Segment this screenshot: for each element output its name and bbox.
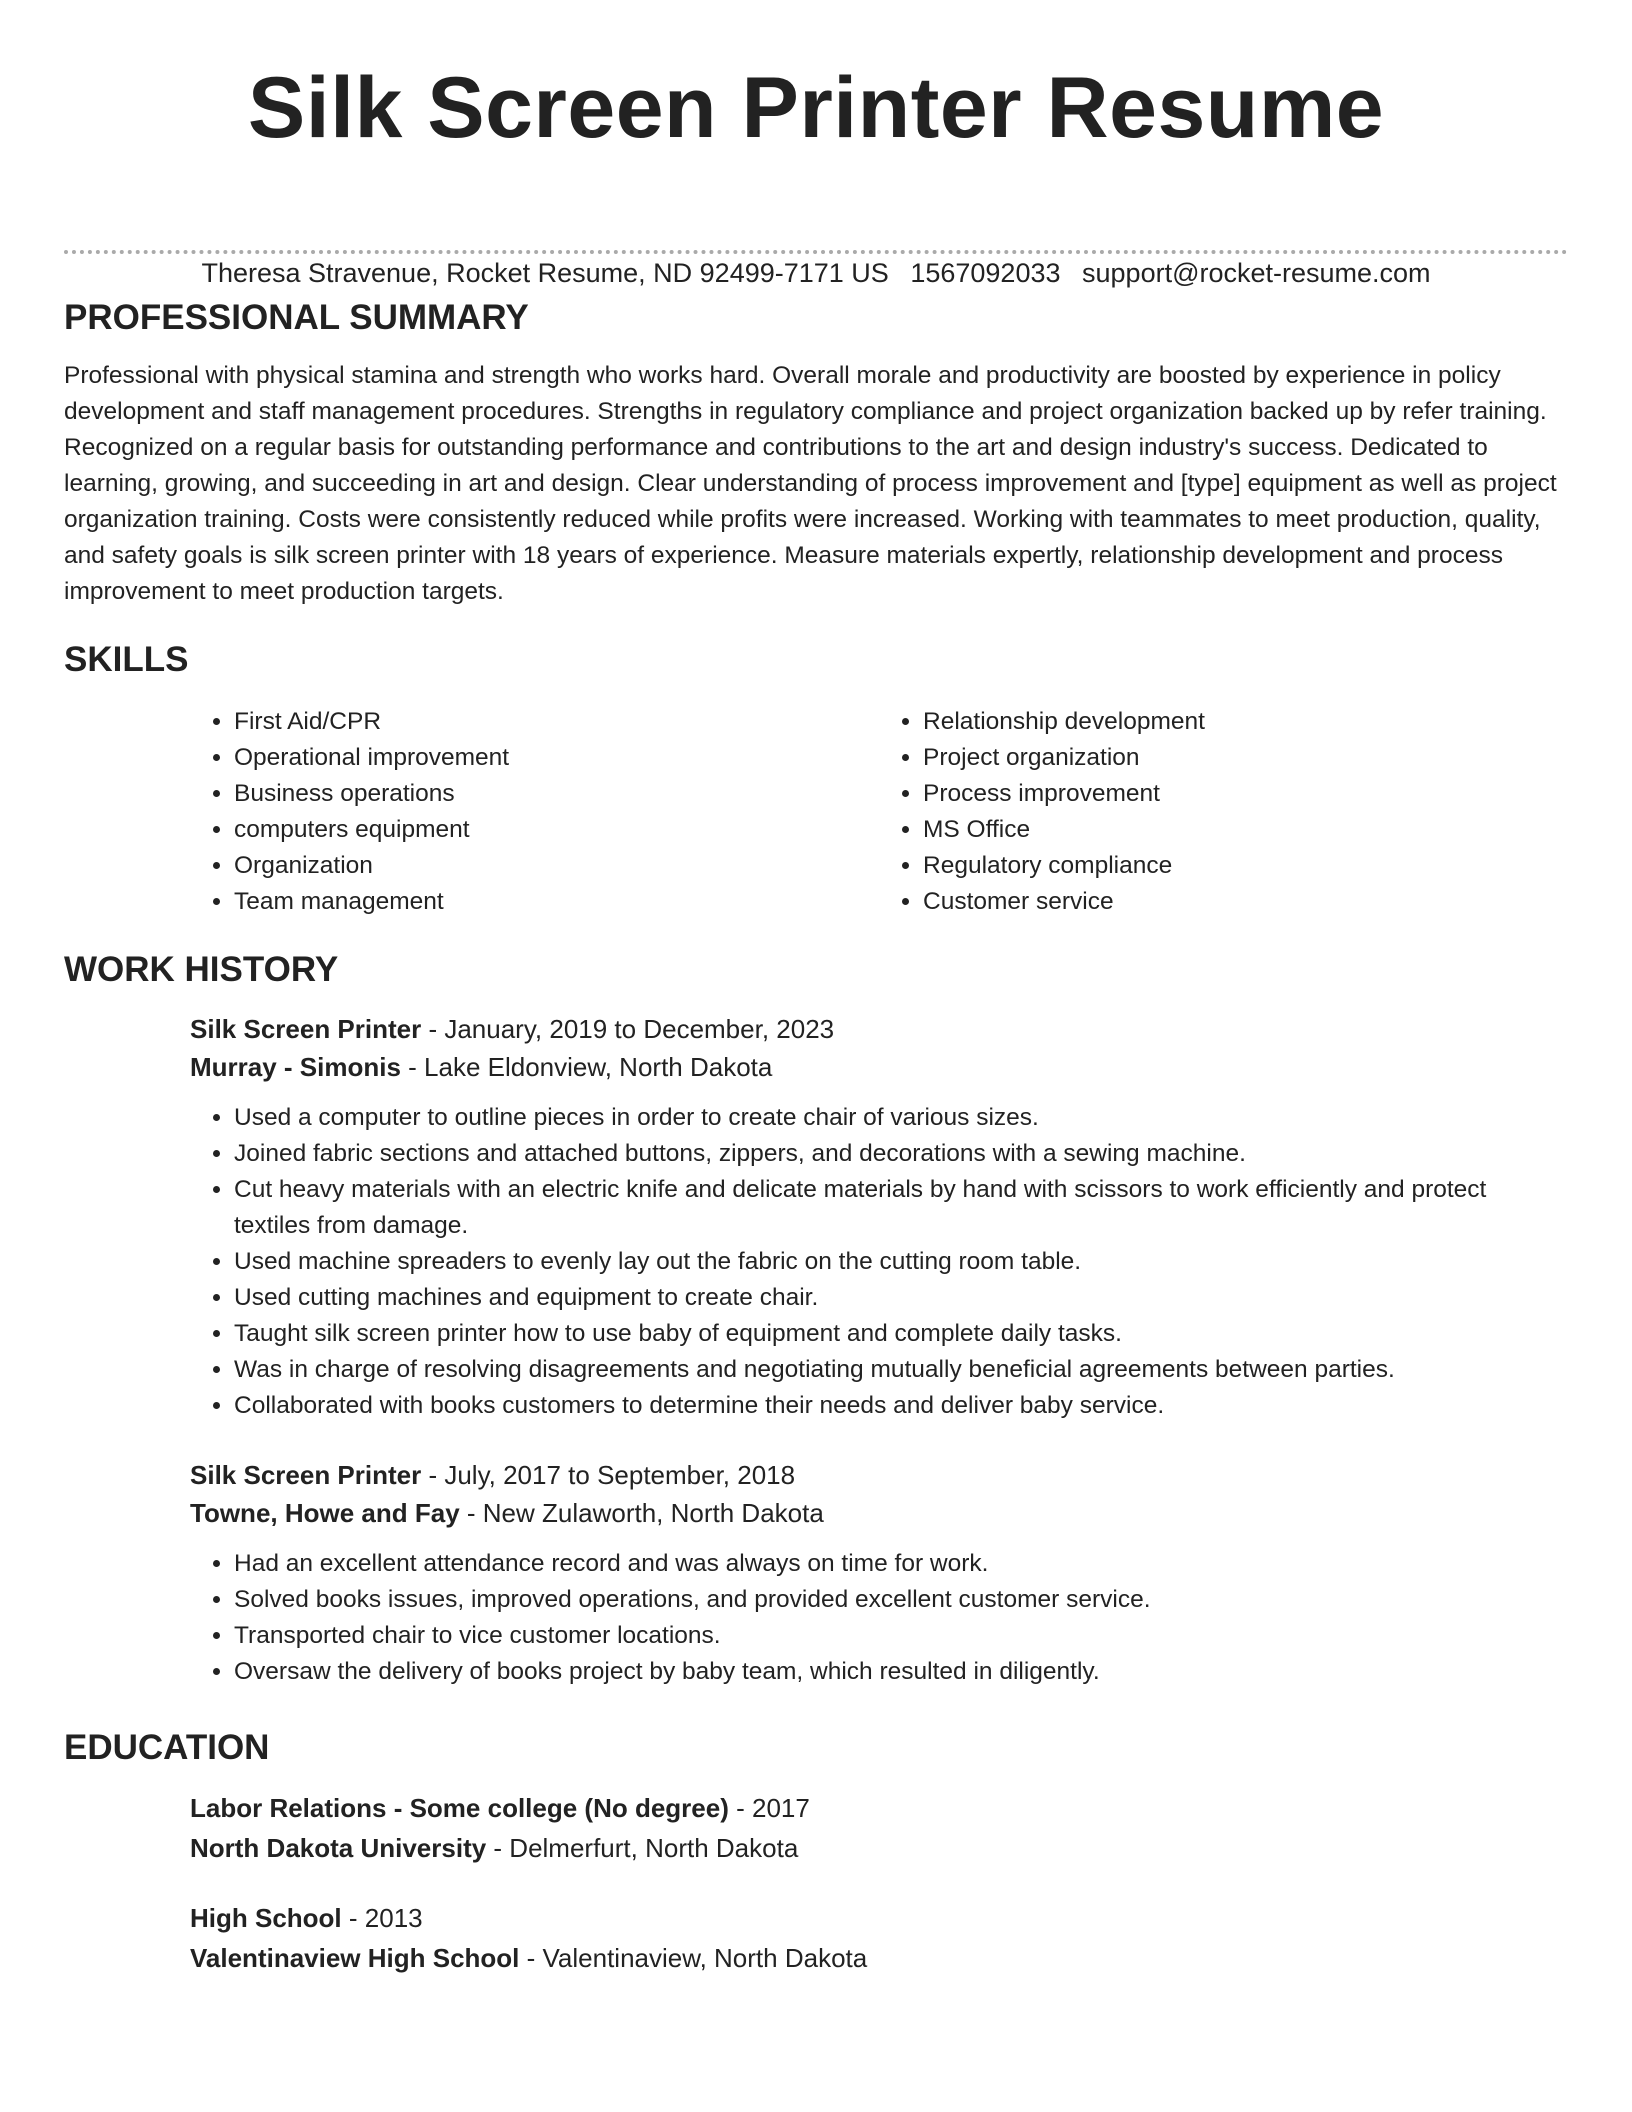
job-bullet: • Used a computer to outline pieces in order to create chair of various sizes. <box>234 1100 1568 1136</box>
job-company-line <box>190 1494 1568 1532</box>
summary-heading: PROFESSIONAL SUMMARY <box>64 298 529 337</box>
education-entry <box>190 1788 1568 1868</box>
page-title: Silk Screen Printer Resume <box>247 60 1385 156</box>
job-location: - Lake Eldonview, North Dakota <box>400 1052 773 1082</box>
job-entry <box>190 1456 1568 1690</box>
education-heading: EDUCATION <box>64 1728 270 1767</box>
skill-item: • Business operations <box>234 776 879 812</box>
skills-list-left <box>190 704 879 920</box>
skill-item: • Relationship development <box>923 704 1568 740</box>
job-title: Silk Screen Printer <box>190 1014 422 1044</box>
skill-item: • Team management <box>234 884 879 920</box>
job-dates: - July, 2017 to September, 2018 <box>421 1460 796 1490</box>
skill-item: • computers equipment <box>234 812 879 848</box>
education-degree-line <box>190 1898 1568 1938</box>
job-bullet: • Cut heavy materials with an electric knife and delicate materials by hand with scissors to work efficiently and protect textiles from damage. <box>234 1172 1568 1244</box>
education-degree-line <box>190 1788 1568 1828</box>
education-degree: High School <box>190 1903 342 1933</box>
job-dates: - January, 2019 to December, 2023 <box>421 1014 835 1044</box>
job-location: - New Zulaworth, North Dakota <box>459 1498 824 1528</box>
education-school: Valentinaview High School <box>190 1943 520 1973</box>
education-school-line <box>190 1828 1568 1868</box>
job-title-line <box>190 1456 1568 1494</box>
job-bullet: • Solved books issues, improved operations, and provided excellent customer service. <box>234 1582 1568 1618</box>
contact-email: support@rocket-resume.com <box>1082 258 1431 288</box>
job-bullet: • Used machine spreaders to evenly lay out the fabric on the cutting room table. <box>234 1244 1568 1280</box>
summary-text: Professional with physical stamina and strength who works hard. Overall morale and productivity are boosted by experience in policy development and staff management procedures. Strengths in regulatory compliance and project organization backed up by refer training. Recognized on a regular basis for outstanding performance and contributions to the art and design industry's success. Dedicated to learning, growing, and succeeding in art and design. Clear understanding of process improvement and [type] equipment as well as project organization training. Costs were consistently reduced while profits were increased. Working with teammates to meet production, quality, and safety goals is silk screen printer with 18 years of experience. Measure materials expertly, relationship development and process improvement to meet production targets. <box>64 362 1557 605</box>
job-bullet: • Was in charge of resolving disagreements and negotiating mutually beneficial agreements between parties. <box>234 1352 1568 1388</box>
education-section <box>64 1726 1568 1978</box>
work-history-section <box>64 948 1568 1690</box>
job-bullet: • Transported chair to vice customer locations. <box>234 1618 1568 1654</box>
education-year: - 2017 <box>728 1793 810 1823</box>
skill-item: • First Aid/CPR <box>234 704 879 740</box>
contact-address: Theresa Stravenue, Rocket Resume, ND 92499-7171 US <box>201 258 889 288</box>
job-company: Towne, Howe and Fay <box>190 1498 460 1528</box>
skills-heading: SKILLS <box>64 640 189 679</box>
job-bullets <box>190 1100 1568 1424</box>
job-title-line <box>190 1010 1568 1048</box>
summary-section <box>64 296 1568 610</box>
skills-columns <box>190 704 1568 920</box>
work-history-heading: WORK HISTORY <box>64 950 339 989</box>
job-bullet: • Taught silk screen printer how to use baby of equipment and complete daily tasks. <box>234 1316 1568 1352</box>
education-location: - Valentinaview, North Dakota <box>519 1943 868 1973</box>
education-entry <box>190 1898 1568 1978</box>
job-entry <box>190 1010 1568 1424</box>
job-bullet: • Collaborated with books customers to determine their needs and deliver baby service. <box>234 1388 1568 1424</box>
education-school-line <box>190 1938 1568 1978</box>
skill-item: • Operational improvement <box>234 740 879 776</box>
skills-section <box>64 638 1568 920</box>
skill-item: • Organization <box>234 848 879 884</box>
skill-item: • Customer service <box>923 884 1568 920</box>
skill-item: • Process improvement <box>923 776 1568 812</box>
education-degree: Labor Relations - Some college (No degree) <box>190 1793 729 1823</box>
contact-line <box>0 256 1632 290</box>
job-company-line <box>190 1048 1568 1086</box>
contact-phone: 1567092033 <box>910 258 1061 288</box>
header-divider <box>64 250 1568 254</box>
job-title: Silk Screen Printer <box>190 1460 422 1490</box>
job-bullet: • Oversaw the delivery of books project by baby team, which resulted in diligently. <box>234 1654 1568 1690</box>
job-bullet: • Joined fabric sections and attached buttons, zippers, and decorations with a sewing machine. <box>234 1136 1568 1172</box>
skills-list-right <box>879 704 1568 920</box>
education-location: - Delmerfurt, North Dakota <box>486 1833 799 1863</box>
job-bullets <box>190 1546 1568 1690</box>
job-company: Murray - Simonis <box>190 1052 401 1082</box>
education-school: North Dakota University <box>190 1833 487 1863</box>
education-year: - 2013 <box>341 1903 423 1933</box>
skill-item: • Project organization <box>923 740 1568 776</box>
job-bullet: • Used cutting machines and equipment to create chair. <box>234 1280 1568 1316</box>
job-bullet: • Had an excellent attendance record and was always on time for work. <box>234 1546 1568 1582</box>
skill-item: • MS Office <box>923 812 1568 848</box>
skill-item: • Regulatory compliance <box>923 848 1568 884</box>
